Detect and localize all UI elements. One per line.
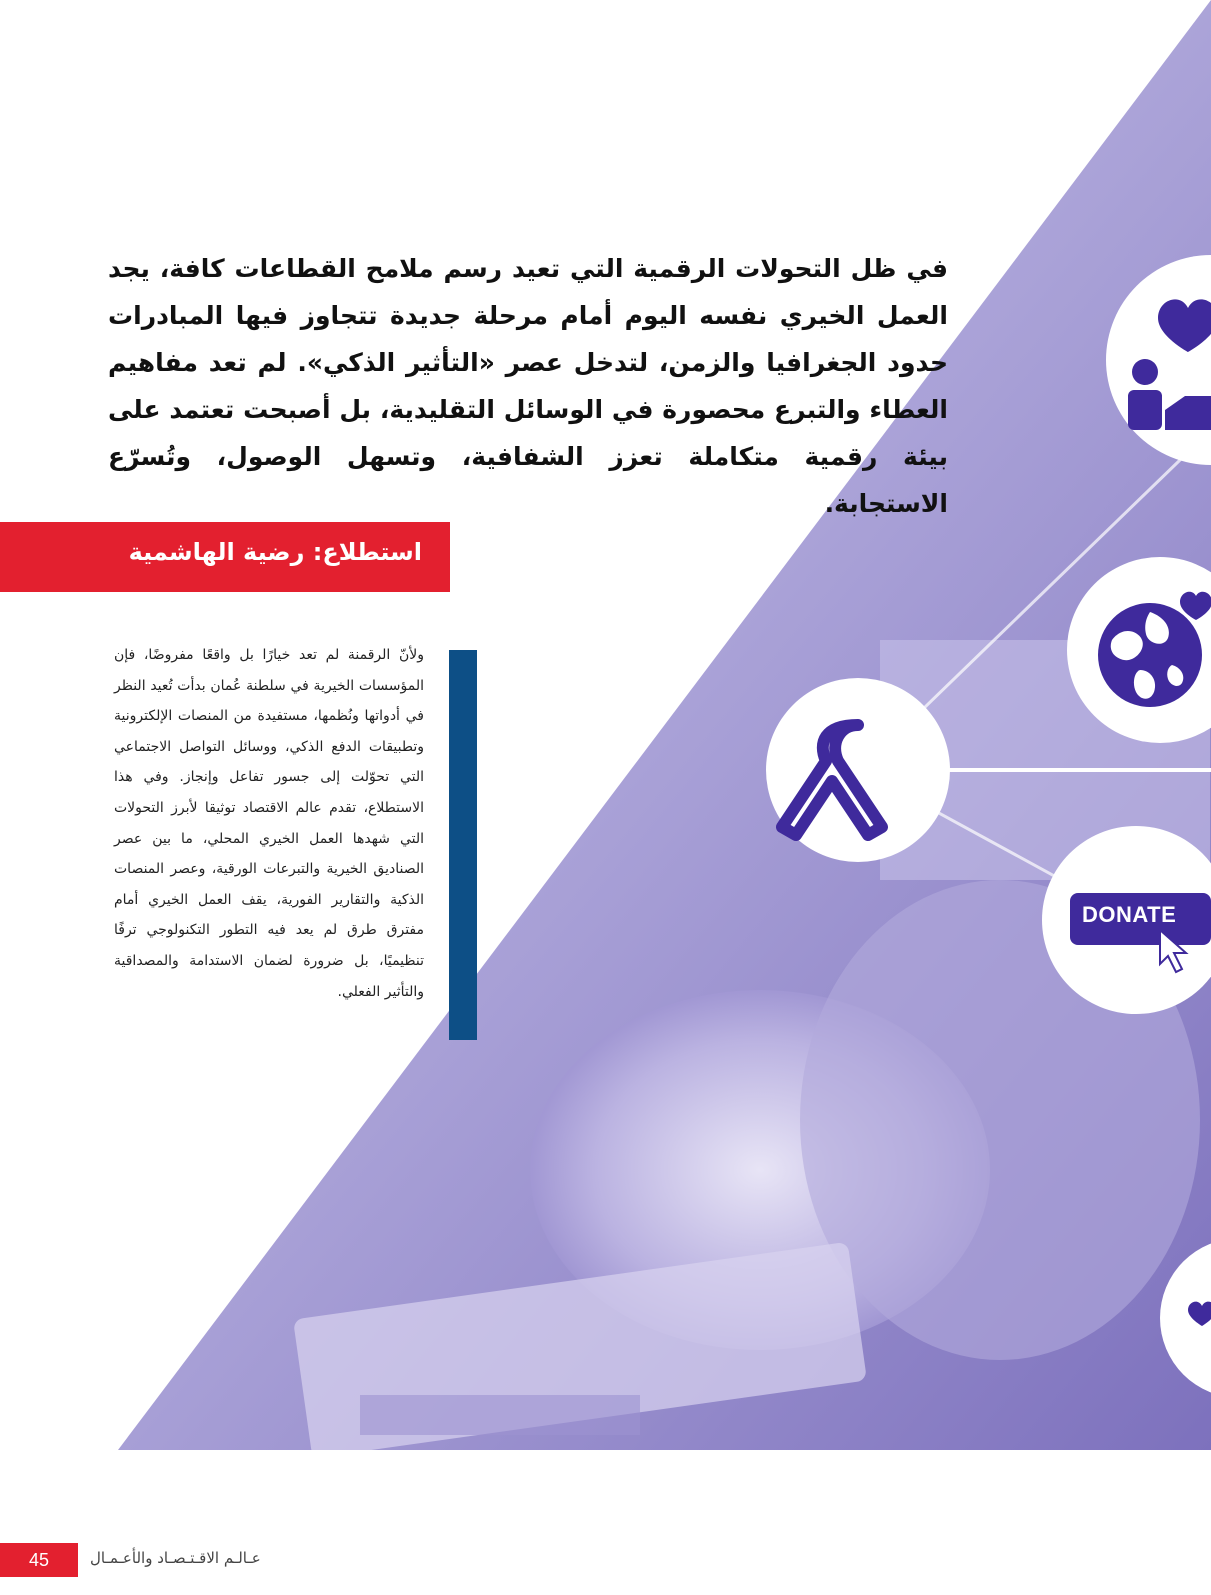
awareness-ribbon-icon [766, 678, 950, 862]
donate-label: DONATE [1082, 902, 1177, 927]
byline: استطلاع: رضية الهاشمية [128, 538, 422, 566]
accent-bar [449, 650, 477, 1040]
article-body: ولأنّ الرقمنة لم تعد خيارًا بل واقعًا مفروضًا، فإن المؤسسات الخيرية في سلطنة عُمان بدأت تُعيد النظر في أدواتها ونُظمها، مستفيدة من المنصات الإلكترونية وتطبيقات الدفع الذكي، ووسائل التواصل الاجتماعي التي تحوّلت إلى جسور تفاعل وإنجاز. وفي هذا الاستطلاع، تقدم عالم الاقتصاد توثيقا لأبرز التحولات التي شهدها العمل الخيري المحلي، ما بين عصر الصناديق الخيرية والتبرعات الورقية، وعصر المنصات الذكية والتقارير الفورية، يقف العمل الخيري أمام مفترق طرق لم يعد فيه التطور التكنولوجي ترفًا تنظيميًا، بل ضرورة لضمان الاستدامة والمصداقية والتأثير الفعلي. [114, 647, 424, 1000]
magazine-title: عـالـم الاقـتـصـاد والأعـمـال [90, 1549, 261, 1567]
article-lede: في ظل التحولات الرقمية التي تعيد رسم ملامح القطاعات كافة، يجد العمل الخيري نفسه اليوم أمام مرحلة جديدة تتجاوز فيها المبادرات حدود الجغرافيا والزمن، لتدخل عصر «التأثير الذكي». لم تعد مفاهيم العطاء والتبرع محصورة في الوسائل التقليدية، بل أصبحت تعتمد على بيئة رقمية متكاملة تعزز الشفافية، وتسهل الوصول، وتُسرّع الاستجابة. [108, 254, 948, 518]
page-number: 45 [0, 1543, 78, 1577]
byline-banner [0, 522, 450, 592]
